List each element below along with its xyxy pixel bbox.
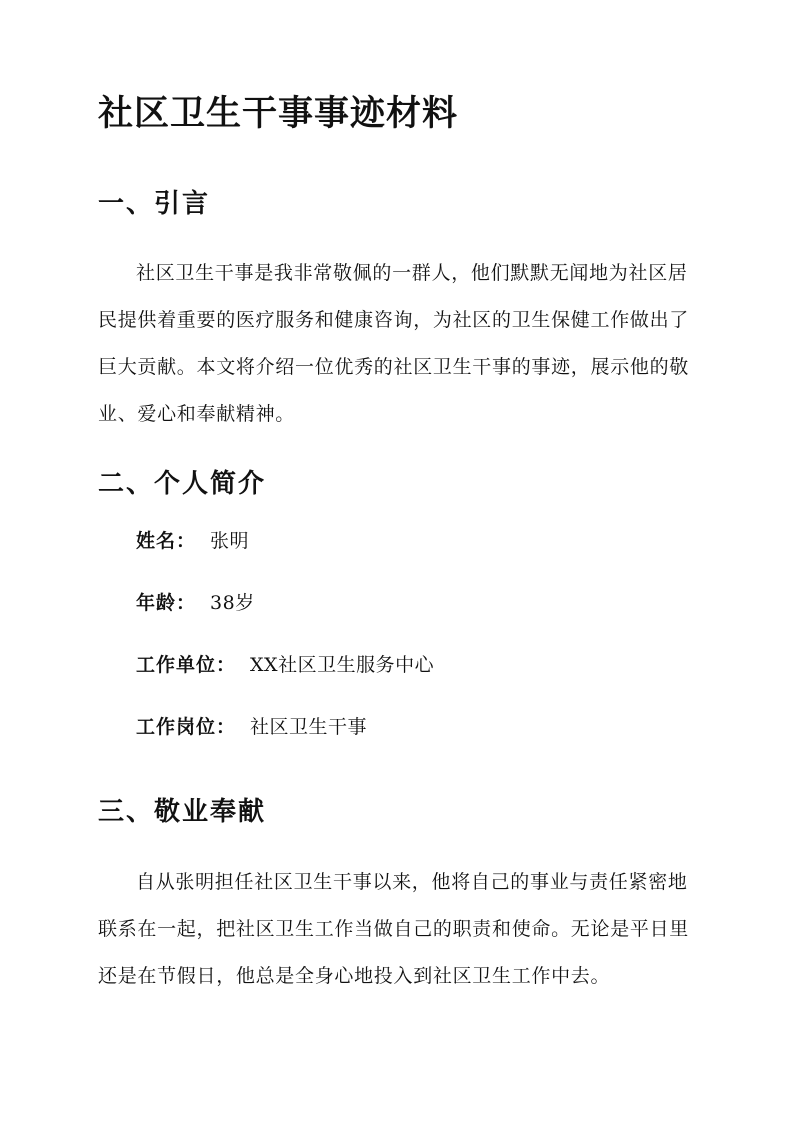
profile-value-age: 38岁 xyxy=(210,592,255,615)
profile-item-age xyxy=(136,588,702,650)
profile-value-position: 社区卫生干事 xyxy=(250,716,368,739)
section-introduction xyxy=(98,186,702,438)
profile-item-position xyxy=(136,712,702,774)
profile-value-name: 张明 xyxy=(210,530,250,553)
section-heading-introduction: 一、引言 xyxy=(98,188,211,219)
profile-label-age: 年龄： xyxy=(136,592,197,615)
section-heading-profile: 二、个人简介 xyxy=(98,468,267,499)
profile-list xyxy=(98,526,702,774)
section-heading-dedication: 三、敬业奉献 xyxy=(98,797,267,828)
section-profile xyxy=(98,466,702,774)
profile-value-workplace: XX社区卫生服务中心 xyxy=(250,654,435,677)
profile-item-name xyxy=(136,526,702,588)
profile-label-position: 工作岗位： xyxy=(136,716,237,739)
introduction-paragraph: 社区卫生干事是我非常敬佩的一群人，他们默默无闻地为社区居民提供着重要的医疗服务和健康咨询，为社区的卫生保健工作做出了巨大贡献。本文将介绍一位优秀的社区卫生干事的事迹，展示他的敬业、爱心和奉献精神。 xyxy=(98,261,690,425)
profile-item-workplace xyxy=(136,650,702,712)
document-title: 社区卫生干事事迹材料 xyxy=(98,94,459,134)
profile-label-workplace: 工作单位： xyxy=(136,654,237,677)
profile-label-name: 姓名： xyxy=(136,530,197,553)
dedication-paragraph: 自从张明担任社区卫生干事以来，他将自己的事业与责任紧密地联系在一起，把社区卫生工作当做自己的职责和使命。无论是平日里还是在节假日，他总是全身心地投入到社区卫生工作中去。 xyxy=(98,870,690,987)
section-dedication xyxy=(98,794,702,999)
